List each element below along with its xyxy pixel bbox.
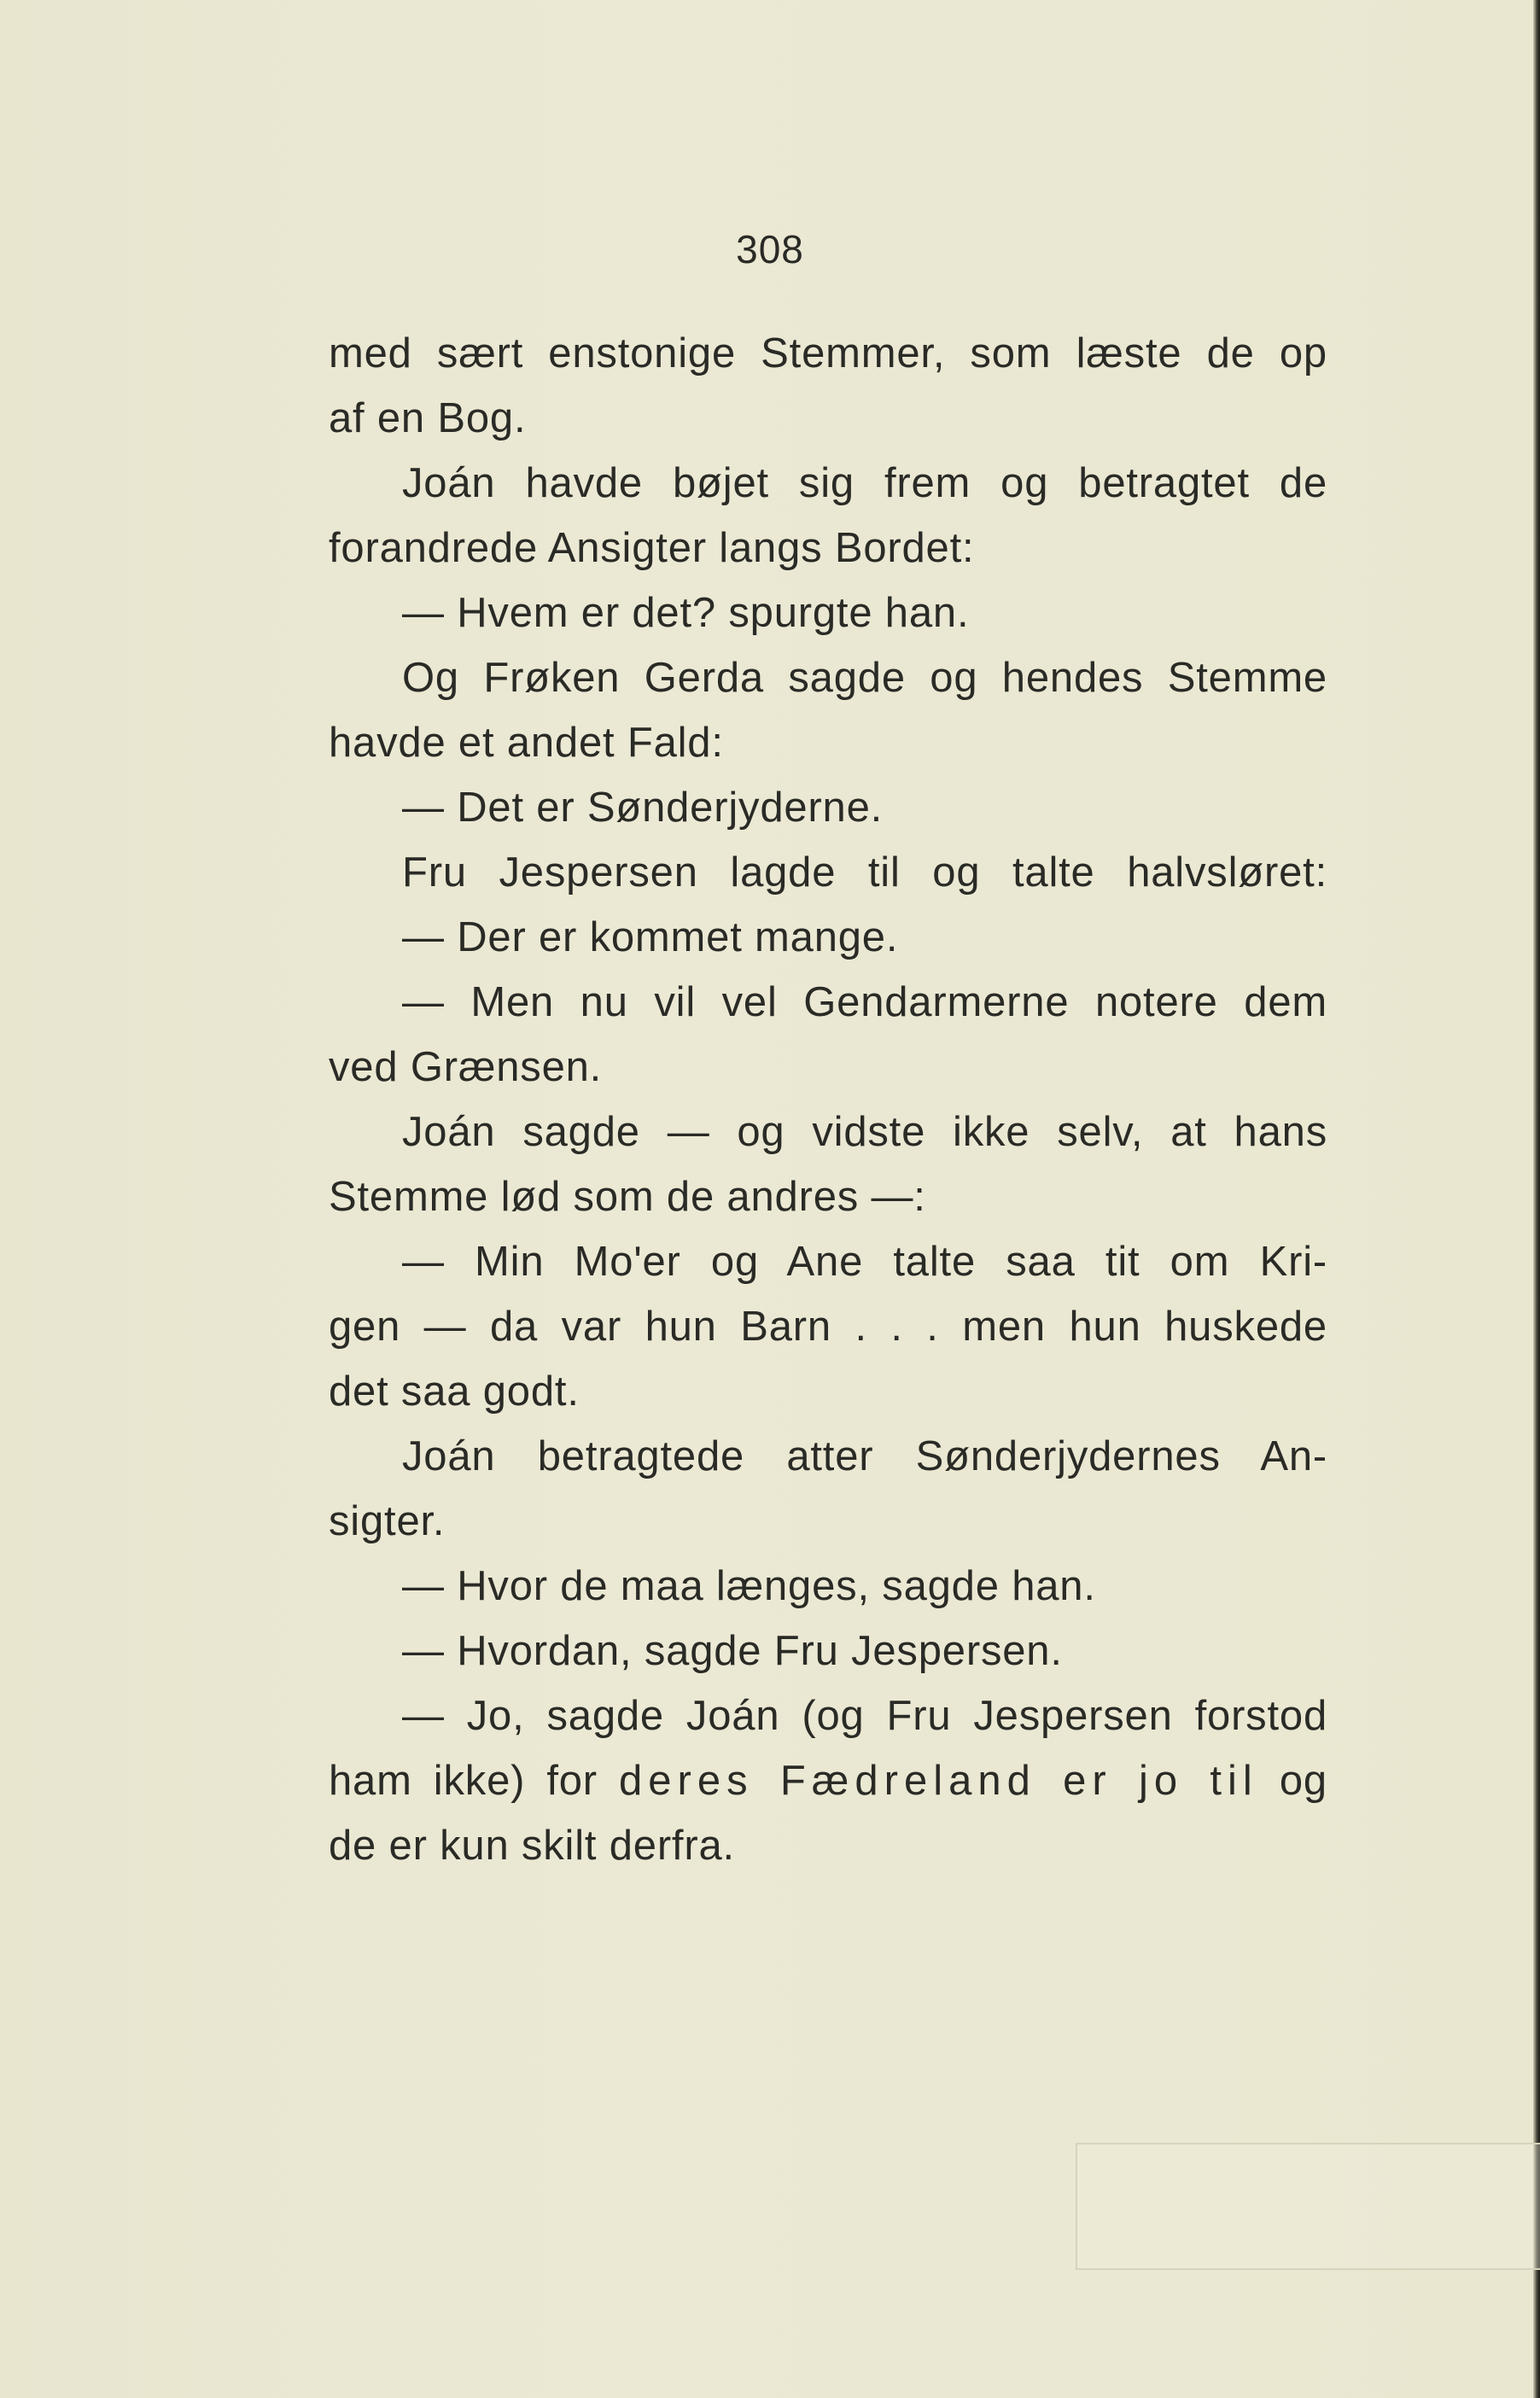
body-text (329, 321, 1327, 1878)
text-line: Joán sagde — og vidste ikke selv, at hans (402, 1109, 1327, 1155)
text-segment: ham ikke) for (329, 1758, 620, 1804)
text-line: — Min Mo'er og Ane talte saa tit om Kri- (402, 1239, 1327, 1285)
text-line: Joán betragtede atter Sønderjydernes An- (402, 1433, 1327, 1479)
text-line: — Hvem er det? spurgte han. (402, 590, 970, 636)
text-line: — Jo, sagde Joán (og Fru Jespersen forstod (402, 1693, 1327, 1739)
text-line: — Hvordan, sagde Fru Jespersen. (402, 1628, 1063, 1674)
text-line: det saa godt. (329, 1368, 580, 1415)
text-line: Joán havde bøjet sig frem og betragtet de (402, 460, 1327, 506)
text-line: — Det er Sønderjyderne. (402, 785, 884, 831)
text-line: Fru Jespersen lagde til og talte halvsløret: (402, 849, 1327, 896)
text-line: — Hvor de maa længes, sagde han. (402, 1563, 1096, 1609)
page-number: 308 (736, 227, 804, 271)
text-line: med sært enstonige Stemmer, som læste de op (329, 330, 1327, 376)
text-line: havde et andet Fald: (329, 720, 724, 766)
text-line: Stemme lød som de andres —: (329, 1174, 926, 1220)
text-line: gen — da var hun Barn . . . men hun huskede (329, 1304, 1327, 1350)
text-line: — Der er kommet mange. (402, 914, 899, 960)
text-line: Og Frøken Gerda sagde og hendes Stemme (402, 655, 1327, 701)
text-line: forandrede Ansigter langs Bordet: (329, 525, 975, 571)
faint-stamp-outline (1076, 2143, 1540, 2270)
text-line: — Men nu vil vel Gendarmerne notere dem (402, 979, 1327, 1025)
page-edge-shadow (1533, 0, 1540, 2398)
text-line: de er kun skilt derfra. (329, 1823, 735, 1869)
text-line-emphasis (329, 1748, 1327, 1813)
spaced-emphasis: deres Fædreland er jo til (619, 1758, 1258, 1804)
text-line: af en Bog. (329, 395, 527, 441)
text-line: ved Grænsen. (329, 1044, 603, 1090)
text-segment: og (1257, 1758, 1327, 1804)
text-line: sigter. (329, 1498, 446, 1544)
